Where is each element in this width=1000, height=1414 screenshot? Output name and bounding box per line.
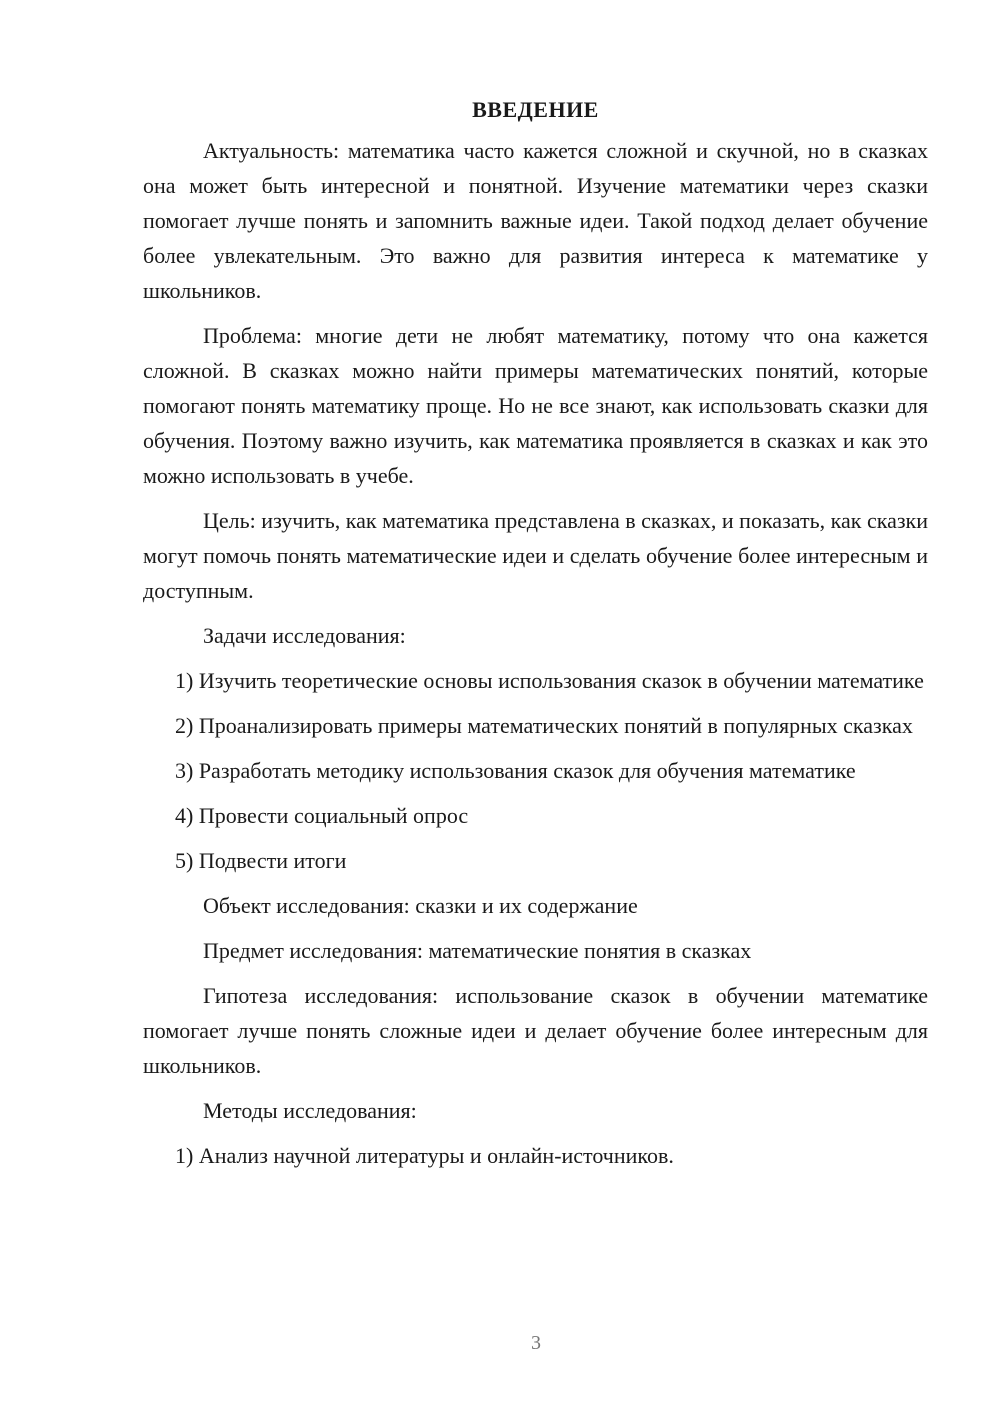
task-item-1: 1) Изучить теоретические основы использования сказок в обучении математике: [175, 668, 924, 693]
paragraph-goal: Цель: изучить, как математика представлена в сказках, и показать, как сказки могут помочь понять математические идеи и сделать обучение более интересным и доступным.: [143, 508, 928, 603]
paragraph-relevance: Актуальность: математика часто кажется сложной и скучной, но в сказках она может быть интересной и понятной. Изучение математики через сказки помогает лучше понять и запомнить важные идеи. Такой подход делает обучение более увлекательным. Это важно для развития интереса к математике у школьников.: [143, 138, 928, 303]
section-heading: ВВЕДЕНИЕ: [472, 97, 599, 122]
research-object: Объект исследования: сказки и их содержание: [203, 893, 638, 918]
method-item-1: 1) Анализ научной литературы и онлайн-источников.: [175, 1143, 674, 1168]
task-item-3: 3) Разработать методику использования сказок для обучения математике: [175, 758, 856, 783]
methods-title: Методы исследования:: [203, 1098, 417, 1123]
research-subject: Предмет исследования: математические понятия в сказках: [203, 938, 752, 963]
paragraph-tasks-title: Задачи исследования:: [203, 623, 406, 648]
task-item-5: 5) Подвести итоги: [175, 848, 347, 873]
page-number: 3: [531, 1332, 541, 1354]
research-hypothesis: Гипотеза исследования: использование сказок в обучении математике помогает лучше понять сложные идеи и делает обучение более интересным для школьников.: [143, 983, 928, 1078]
paragraph-problem: Проблема: многие дети не любят математику, потому что она кажется сложной. В сказках можно найти примеры математических понятий, которые помогают понять математику проще. Но не все знают, как использовать сказки для обучения. Поэтому важно изучить, как математика проявляется в сказках и как это можно использовать в учебе.: [143, 323, 928, 488]
document-page: [143, 92, 928, 1183]
task-item-4: 4) Провести социальный опрос: [175, 803, 469, 828]
task-item-2: 2) Проанализировать примеры математических понятий в популярных сказках: [175, 713, 913, 738]
